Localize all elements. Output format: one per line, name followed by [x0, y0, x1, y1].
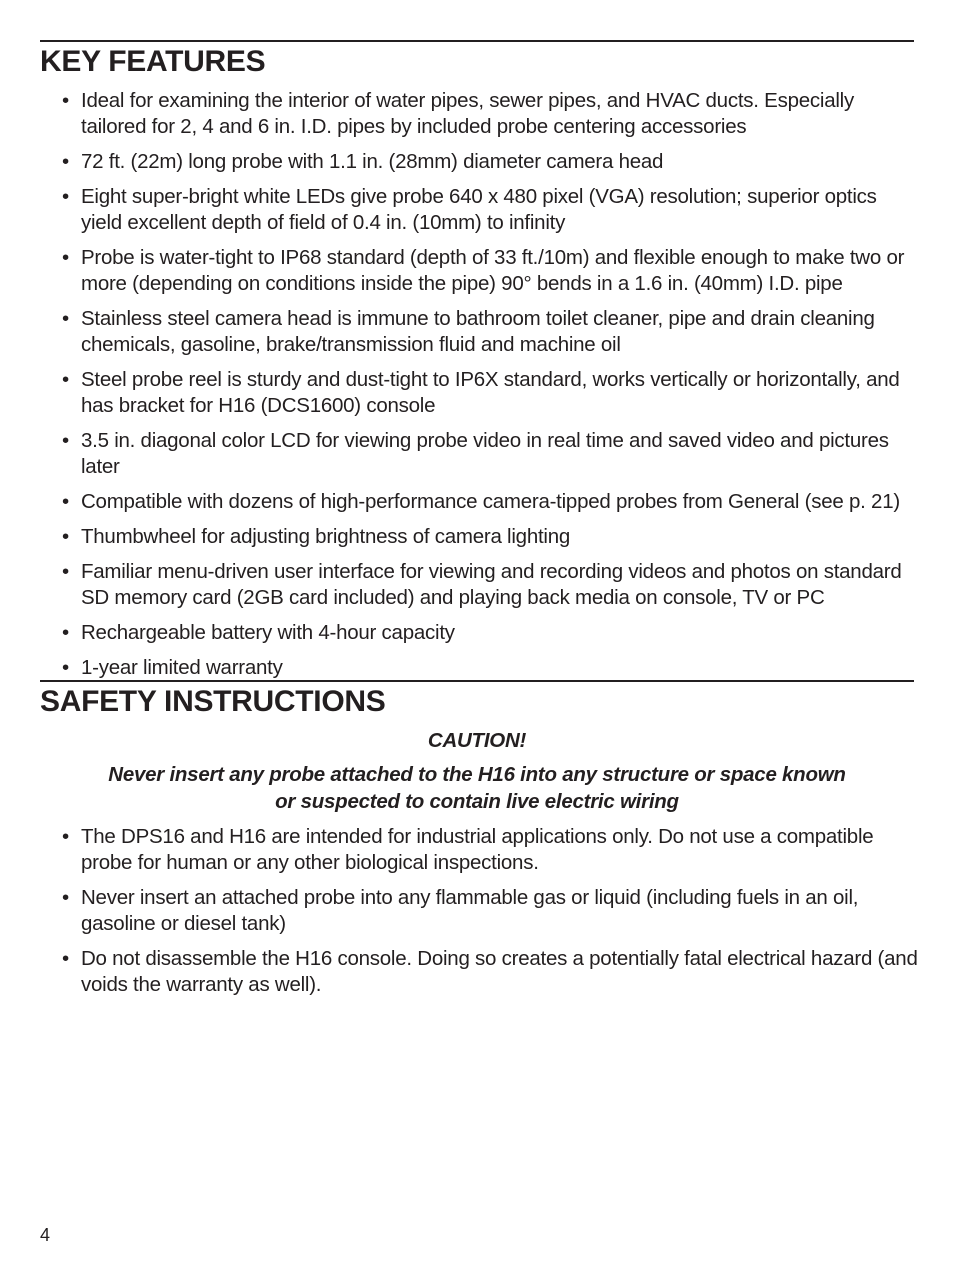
safety-item-disassembly: • Do not disassemble the H16 console. Doing so creates a potentially fatal electrical hazard (and voids the warranty as well).: [62, 946, 922, 998]
feature-item-thumbwheel: • Thumbwheel for adjusting brightness of camera lighting: [62, 524, 922, 550]
feature-item-water-tight: • Probe is water-tight to IP68 standard (depth of 33 ft./10m) and flexible enough to make two or more (depending on conditions inside the pipe) 90° bends in a 1.6 in. (40mm) I.D. pipe: [62, 245, 922, 297]
page-number: 4: [40, 1225, 51, 1245]
key-features-list: [62, 88, 922, 690]
caution-warning-line-1: Never insert any probe attached to the H16 into any structure or space known: [108, 763, 846, 786]
caution-warning-line-2: or suspected to contain live electric wiring: [275, 790, 679, 813]
caution-label: CAUTION!: [427, 729, 527, 752]
feature-item-battery: • Rechargeable battery with 4-hour capacity: [62, 620, 922, 646]
safety-item-flammables: • Never insert an attached probe into any flammable gas or liquid (including fuels in an oil, gasoline or diesel tank): [62, 885, 922, 937]
feature-item-compatibility: • Compatible with dozens of high-performance camera-tipped probes from General (see p. 21): [62, 489, 922, 515]
top-divider: [40, 40, 914, 42]
feature-item-leds: • Eight super-bright white LEDs give probe 640 x 480 pixel (VGA) resolution; superior optics yield excellent depth of field of 0.4 in. (10mm) to infinity: [62, 184, 922, 236]
feature-item-menu-interface: • Familiar menu-driven user interface for viewing and recording videos and photos on standard SD memory card (2GB card included) and playing back media on console, TV or PC: [62, 559, 922, 611]
feature-item-warranty: • 1-year limited warranty: [62, 655, 922, 681]
feature-item-camera-head: • Stainless steel camera head is immune to bathroom toilet cleaner, pipe and drain cleaning chemicals, gasoline, brake/transmission fluid and machine oil: [62, 306, 922, 358]
feature-item-lcd: • 3.5 in. diagonal color LCD for viewing probe video in real time and saved video and pictures later: [62, 428, 922, 480]
feature-item-pipes: • Ideal for examining the interior of water pipes, sewer pipes, and HVAC ducts. Especially tailored for 2, 4 and 6 in. I.D. pipes by included probe centering accessories: [62, 88, 922, 140]
safety-instructions-list: [62, 824, 922, 1007]
safety-divider: [40, 680, 914, 682]
feature-item-probe-length: • 72 ft. (22m) long probe with 1.1 in. (28mm) diameter camera head: [62, 149, 922, 175]
key-features-heading: KEY FEATURES: [40, 45, 266, 78]
feature-item-probe-reel: • Steel probe reel is sturdy and dust-tight to IP6X standard, works vertically or horizontally, and has bracket for H16 (DCS1600) console: [62, 367, 922, 419]
safety-item-industrial-use: • The DPS16 and H16 are intended for industrial applications only. Do not use a compatible probe for human or any other biological inspections.: [62, 824, 922, 876]
safety-instructions-heading: SAFETY INSTRUCTIONS: [40, 685, 386, 718]
